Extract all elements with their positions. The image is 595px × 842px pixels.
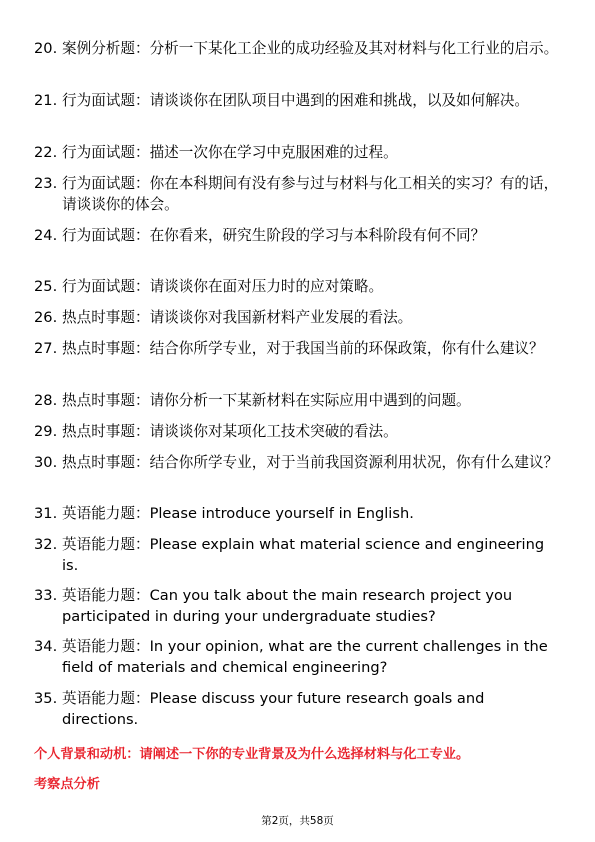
question-number: 28.: [34, 392, 58, 409]
question-number: 30.: [34, 454, 58, 471]
question-item: [34, 276, 564, 297]
question-item: [34, 307, 564, 328]
question-number: 35.: [34, 690, 58, 707]
question-item: [34, 688, 564, 730]
question-text: 行为面试题：描述一次你在学习中克服困难的过程。: [62, 144, 398, 161]
question-text: 热点时事题：请谈谈你对我国新材料产业发展的看法。: [62, 309, 413, 326]
question-number: 21.: [34, 92, 58, 109]
question-item: [34, 38, 564, 59]
question-number: 31.: [34, 505, 58, 522]
page-footer: 第2页，共58页: [261, 815, 334, 827]
question-number: 20.: [34, 40, 58, 57]
question-text: 行为面试题：请谈谈你在团队项目中遇到的困难和挑战，以及如何解决。: [62, 92, 530, 109]
question-number: 34.: [34, 638, 58, 655]
section-subheading: 考察点分析: [34, 777, 100, 792]
question-item: [34, 173, 564, 215]
question-text: 行为面试题：你在本科期间有没有参与过与材料与化工相关的实习？有的话，请谈谈你的体会。: [62, 175, 559, 213]
question-item: [34, 338, 564, 359]
question-text: 英语能力题：In your opinion, what are the current challenges in the field of materials and chemical engineering?: [62, 638, 548, 676]
question-item: [34, 503, 564, 524]
section-heading: 个人背景和动机：请阐述一下你的专业背景及为什么选择材料与化工专业。: [34, 747, 470, 762]
question-number: 22.: [34, 144, 58, 161]
question-number: 26.: [34, 309, 58, 326]
question-item: [34, 142, 564, 163]
question-item: [34, 225, 564, 246]
question-text: 行为面试题：在你看来，研究生阶段的学习与本科阶段有何不同？: [62, 227, 486, 244]
question-item: [34, 452, 564, 473]
question-text: 英语能力题：Can you talk about the main research project you participated in during your undergraduate studies?: [62, 587, 513, 625]
question-item: [34, 421, 564, 442]
question-number: 24.: [34, 227, 58, 244]
question-item: [34, 534, 564, 576]
question-text: 英语能力题：Please introduce yourself in English.: [62, 505, 414, 522]
question-number: 23.: [34, 175, 58, 192]
question-text: 热点时事题：请谈谈你对某项化工技术突破的看法。: [62, 423, 398, 440]
question-text: 行为面试题：请谈谈你在面对压力时的应对策略。: [62, 278, 384, 295]
question-text: 案例分析题：分析一下某化工企业的成功经验及其对材料与化工行业的启示。: [62, 40, 559, 57]
question-item: [34, 390, 564, 411]
question-item: [34, 636, 564, 678]
question-item: [34, 585, 564, 627]
question-text: 英语能力题：Please explain what material science and engineering is.: [62, 536, 545, 574]
question-number: 32.: [34, 536, 58, 553]
question-item: [34, 90, 564, 111]
question-text: 英语能力题：Please discuss your future research goals and directions.: [62, 690, 485, 728]
question-number: 27.: [34, 340, 58, 357]
question-number: 29.: [34, 423, 58, 440]
question-text: 热点时事题：结合你所学专业，对于我国当前的环保政策，你有什么建议？: [62, 340, 544, 357]
question-number: 25.: [34, 278, 58, 295]
question-text: 热点时事题：请你分析一下某新材料在实际应用中遇到的问题。: [62, 392, 471, 409]
question-text: 热点时事题：结合你所学专业，对于当前我国资源利用状况，你有什么建议？: [62, 454, 559, 471]
question-number: 33.: [34, 587, 58, 604]
